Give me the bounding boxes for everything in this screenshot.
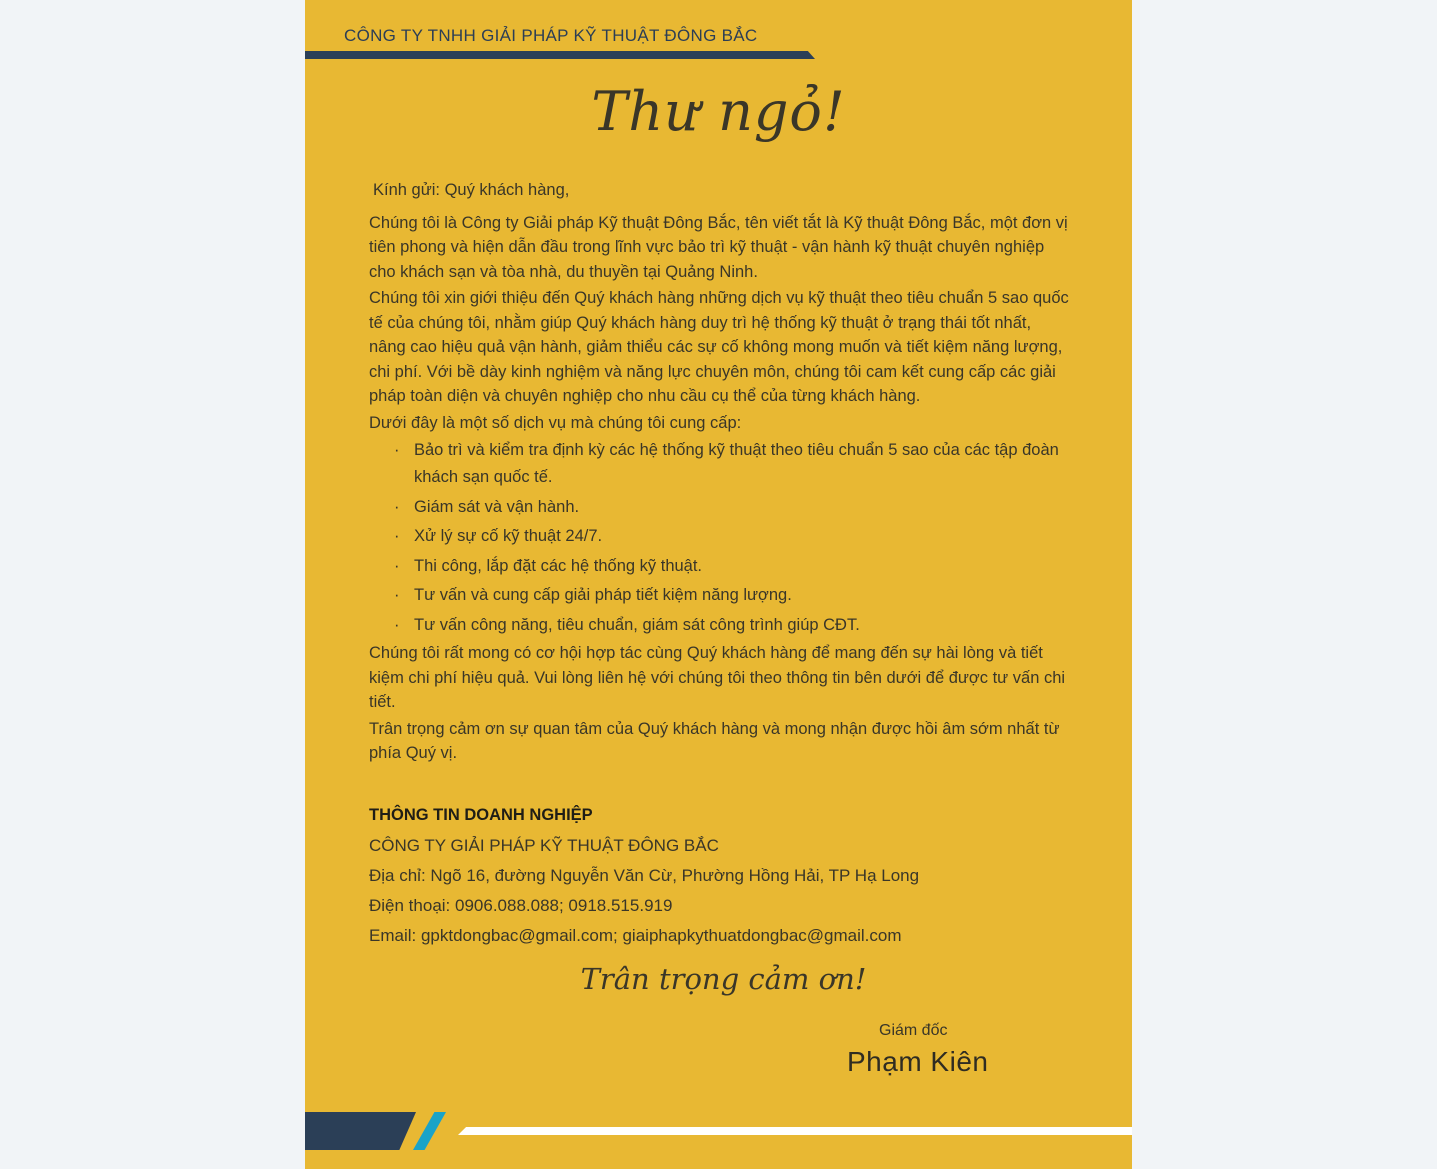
closing-thanks: Trân trọng cảm ơn!: [580, 962, 867, 996]
closing-paragraph: Chúng tôi rất mong có cơ hội hợp tác cùng Quý khách hàng để mang đến sự hài lòng và tiết kiệm chi phí hiệu quả. Vui lòng liên hệ với chúng tôi theo thông tin bên dưới để được tư vấn chi tiết.: [369, 644, 1066, 711]
business-email: Email: gpktdongbac@gmail.com; giaiphapkythuatdongbac@gmail.com: [369, 926, 902, 945]
business-address: Địa chỉ: Ngõ 16, đường Nguyễn Văn Cừ, Phường Hồng Hải, TP Hạ Long: [369, 866, 920, 885]
company-header: CÔNG TY TNHH GIẢI PHÁP KỸ THUẬT ĐÔNG BẮC: [344, 26, 758, 45]
business-company: CÔNG TY GIẢI PHÁP KỸ THUẬT ĐÔNG BẮC: [369, 836, 719, 855]
services-lead: Dưới đây là một số dịch vụ mà chúng tôi cung cấp:: [369, 413, 742, 432]
bullet-icon: ·: [394, 497, 400, 516]
service-text: Bảo trì và kiểm tra định kỳ các hệ thống kỹ thuật theo tiêu chuẩn 5 sao của các tập đoàn khách sạn quốc tế.: [414, 441, 1059, 486]
footer-white-line: [458, 1127, 1132, 1135]
footer-navy-block: [305, 1112, 416, 1150]
service-text: Thi công, lắp đặt các hệ thống kỹ thuật.: [414, 556, 703, 575]
list-item: [369, 494, 1069, 521]
bullet-icon: ·: [394, 527, 400, 545]
letter-page: [305, 0, 1132, 1169]
signer-name: Phạm Kiên: [847, 1046, 989, 1077]
greeting: Kính gửi: Quý khách hàng,: [373, 181, 570, 199]
service-text: Tư vấn công năng, tiêu chuẩn, giám sát công trình giúp CĐT.: [414, 615, 860, 634]
list-item: [369, 437, 1069, 491]
footer-cyan-stripe: [413, 1112, 446, 1150]
list-item: [369, 553, 1069, 580]
service-text: Xử lý sự cố kỹ thuật 24/7.: [414, 527, 603, 545]
business-info: [369, 806, 1089, 955]
list-item: [369, 582, 1069, 609]
signer-title: Giám đốc: [879, 1022, 948, 1039]
list-item: [369, 612, 1069, 639]
letter-title: Thư ngỏ!: [591, 80, 846, 143]
letter-body: [369, 178, 1069, 768]
bullet-icon: ·: [394, 586, 400, 604]
services-paragraph: Chúng tôi xin giới thiệu đến Quý khách hàng những dịch vụ kỹ thuật theo tiêu chuẩn 5 sao quốc tế của chúng tôi, nhằm giúp Quý khách hàng duy trì hệ thống kỹ thuật ở trạng thái tốt nhất, nâng cao hiệu quả vận hành, giảm thiểu các sự cố không mong muốn và tiết kiệm năng lượng, chi phí. Với bề dày kinh nghiệm và năng lực chuyên môn, chúng tôi cam kết cung cấp các giải pháp toàn diện và chuyên nghiệp cho nhu cầu cụ thể của từng khách hàng.: [369, 289, 1069, 405]
business-info-heading: THÔNG TIN DOANH NGHIỆP: [369, 806, 593, 824]
bullet-icon: ·: [394, 556, 400, 575]
list-item: [369, 523, 1069, 550]
thanks-paragraph: Trân trọng cảm ơn sự quan tâm của Quý khách hàng và mong nhận được hồi âm sớm nhất từ phía Quý vị.: [369, 719, 1060, 762]
bullet-icon: ·: [394, 615, 400, 634]
services-list: [369, 437, 1069, 639]
header-accent-bar: [305, 51, 815, 59]
bullet-icon: ·: [394, 441, 400, 459]
service-text: Giám sát và vận hành.: [414, 497, 580, 516]
service-text: Tư vấn và cung cấp giải pháp tiết kiệm năng lượng.: [414, 586, 792, 604]
intro-paragraph: Chúng tôi là Công ty Giải pháp Kỹ thuật Đông Bắc, tên viết tắt là Kỹ thuật Đông Bắc, một đơn vị tiên phong và hiện dẫn đầu trong lĩnh vực bảo trì kỹ thuật - vận hành kỹ thuật chuyên nghiệp cho khách sạn và tòa nhà, du thuyền tại Quảng Ninh.: [369, 213, 1068, 281]
business-phone: Điện thoại: 0906.088.088; 0918.515.919: [369, 896, 673, 915]
